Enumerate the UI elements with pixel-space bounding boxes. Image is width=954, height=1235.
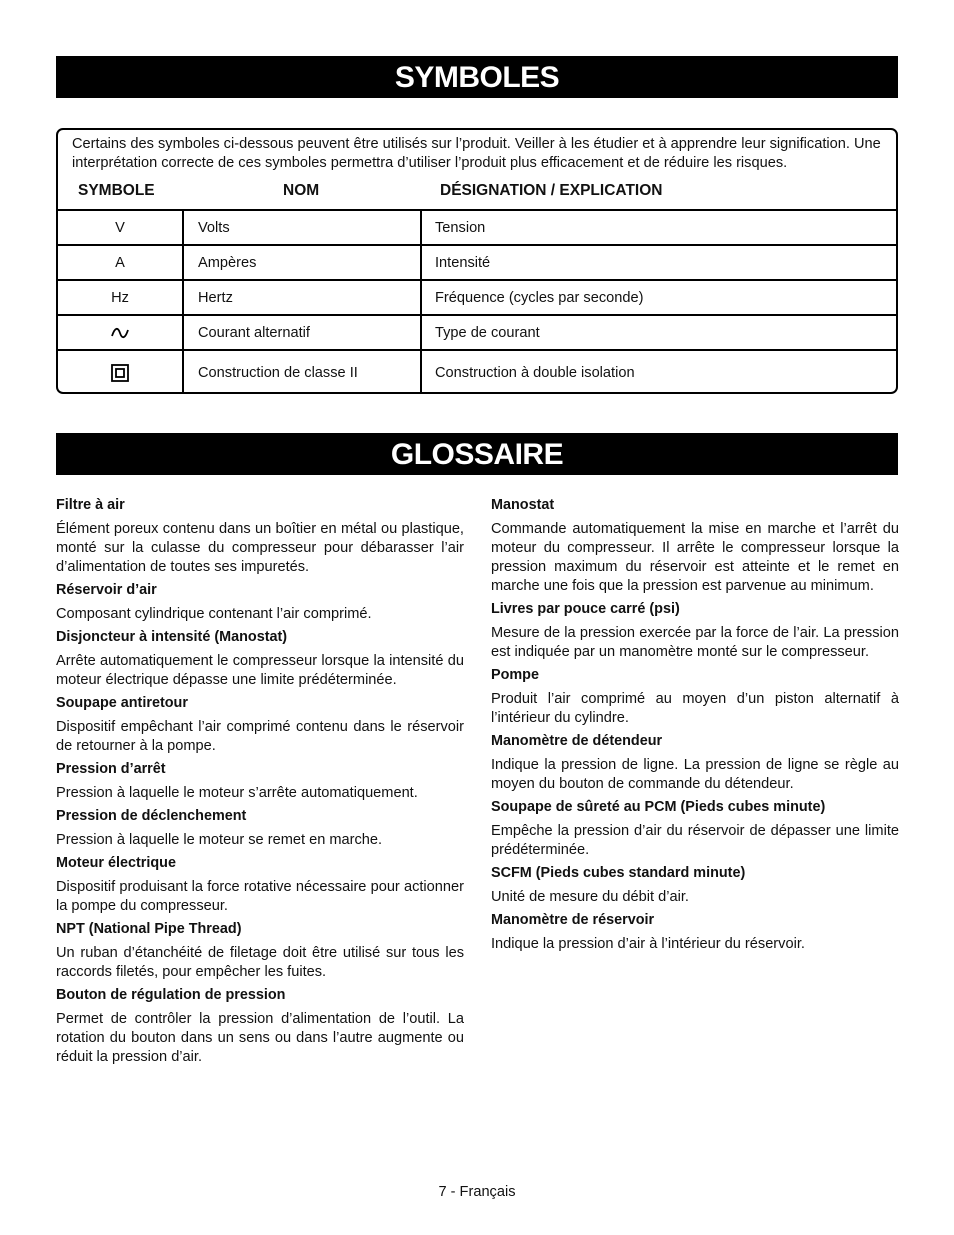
symbol-cell: V	[58, 210, 183, 245]
name-cell: Ampères	[183, 245, 421, 280]
glossary-term: NPT (National Pipe Thread)	[56, 921, 242, 937]
glossary-entry	[56, 854, 464, 916]
symbols-intro: Certains des symboles ci-dessous peuvent être utilisés sur l’produit. Veiller à les étudier et à apprendre leur signification. Une interprétation correcte de ces symboles permettra d’utiliser l’produit plus efficacement et de réduire les risques.	[72, 136, 881, 171]
glossary-term: Soupape de sûreté au PCM (Pieds cubes minute)	[491, 799, 826, 815]
glossary-entry	[56, 986, 464, 1067]
table-row	[58, 315, 896, 350]
glossary-entry	[491, 864, 899, 907]
glossary-definition: Un ruban d’étanchéité de filetage doit être utilisé sur tous les raccords filetés, pour empêcher les fuites.	[56, 945, 464, 980]
glossary-term: Livres par pouce carré (psi)	[491, 601, 680, 617]
glossary-entry	[56, 807, 464, 850]
glossary-definition: Permet de contrôler la pression d’alimentation de l’outil. La rotation du bouton dans un sens ou dans l’autre augmente ou réduit la pression d’air.	[56, 1011, 464, 1065]
header-designation: DÉSIGNATION / EXPLICATION	[440, 182, 663, 199]
glossary-definition: Unité de mesure du débit d’air.	[491, 889, 689, 905]
glossary-definition: Pression à laquelle le moteur s’arrête automatiquement.	[56, 785, 418, 801]
glossary-definition: Commande automatiquement la mise en marche et l’arrêt du moteur du compresseur. Il arrête le compresseur lorsque la pression maximum du réservoir est atteinte et le remet en marche une fois que la pression est parvenue au minimum.	[491, 521, 899, 594]
glossaire-banner: GLOSSAIRE	[56, 433, 898, 475]
symboles-banner: SYMBOLES	[56, 56, 898, 98]
glossary-entry	[56, 920, 464, 982]
alternating-current-icon	[110, 326, 130, 340]
table-row	[58, 280, 896, 315]
designation-cell: Tension	[421, 210, 896, 245]
designation-cell: Construction à double isolation	[421, 350, 896, 394]
glossary-term: Bouton de régulation de pression	[56, 987, 286, 1003]
glossary-definition: Élément poreux contenu dans un boîtier en métal ou plastique, monté sur la culasse du compresseur pour débarasser l’air d’alimentation de toutes ses impuretés.	[56, 521, 464, 575]
symbols-table	[58, 209, 896, 394]
glossary-entry	[56, 628, 464, 690]
designation-cell: Fréquence (cycles par seconde)	[421, 280, 896, 315]
glossary-entry	[56, 581, 464, 624]
name-cell: Volts	[183, 210, 421, 245]
symbol-cell: A	[58, 245, 183, 280]
glossary-right-column	[491, 496, 899, 958]
designation-cell: Intensité	[421, 245, 896, 280]
glossary-entry	[491, 666, 899, 728]
glossary-entry	[56, 760, 464, 803]
glossary-definition: Indique la pression d’air à l’intérieur du réservoir.	[491, 936, 805, 952]
glossary-definition: Composant cylindrique contenant l’air comprimé.	[56, 606, 372, 622]
glossary-entry	[56, 694, 464, 756]
glossary-term: Manomètre de réservoir	[491, 912, 655, 928]
glossary-definition: Indique la pression de ligne. La pression de ligne se règle au moyen du bouton de commande du détendeur.	[491, 757, 899, 792]
page-footer: 7 - Français	[438, 1184, 516, 1200]
table-row	[58, 210, 896, 245]
glossary-term: Soupape antiretour	[56, 695, 188, 711]
header-nom: NOM	[283, 182, 320, 199]
name-cell: Construction de classe II	[183, 350, 421, 394]
glossary-definition: Mesure de la pression exercée par la force de l’air. La pression est indiquée par un manomètre monté sur le compresseur.	[491, 625, 899, 660]
glossary-definition: Empêche la pression d’air du réservoir de dépasser une limite prédéterminée.	[491, 823, 899, 858]
glossary-term: SCFM (Pieds cubes standard minute)	[491, 865, 746, 881]
glossary-entry	[491, 911, 899, 954]
symbols-box	[56, 128, 898, 394]
glossary-entry	[491, 496, 899, 596]
glossary-term: Réservoir d’air	[56, 582, 157, 598]
header-symbole: SYMBOLE	[78, 182, 155, 199]
class-ii-construction-icon	[111, 364, 129, 382]
glossary-definition: Dispositif empêchant l’air comprimé contenu dans le réservoir de retourner à la pompe.	[56, 719, 464, 754]
glossary-term: Manostat	[491, 497, 555, 513]
glossary-entry	[491, 732, 899, 794]
designation-cell: Type de courant	[421, 315, 896, 350]
glossary-term: Disjoncteur à intensité (Manostat)	[56, 629, 288, 645]
glossary-term: Filtre à air	[56, 497, 125, 513]
name-cell: Courant alternatif	[183, 315, 421, 350]
glossary-term: Pression d’arrêt	[56, 761, 166, 777]
glossary-definition: Pression à laquelle le moteur se remet en marche.	[56, 832, 383, 848]
glossary-definition: Dispositif produisant la force rotative nécessaire pour actionner la pompe du compresseur.	[56, 879, 464, 914]
glossary-definition: Arrête automatiquement le compresseur lorsque la intensité du moteur électrique dépasse une limite prédéterminée.	[56, 653, 464, 688]
glossary-left-column	[56, 496, 464, 1071]
glossary-term: Pompe	[491, 667, 539, 683]
symbol-cell	[58, 315, 183, 350]
glossary-term: Pression de déclenchement	[56, 808, 247, 824]
name-cell: Hertz	[183, 280, 421, 315]
table-row	[58, 245, 896, 280]
symbol-cell	[58, 350, 183, 394]
glossary-entry	[491, 798, 899, 860]
glossary-entry	[56, 496, 464, 577]
glossary-definition: Produit l’air comprimé au moyen d’un piston alternatif à l’intérieur du cylindre.	[491, 691, 899, 726]
symbol-cell: Hz	[58, 280, 183, 315]
glossary-term: Manomètre de détendeur	[491, 733, 663, 749]
glossary-term: Moteur électrique	[56, 855, 176, 871]
glossary-entry	[491, 600, 899, 662]
table-row	[58, 350, 896, 394]
